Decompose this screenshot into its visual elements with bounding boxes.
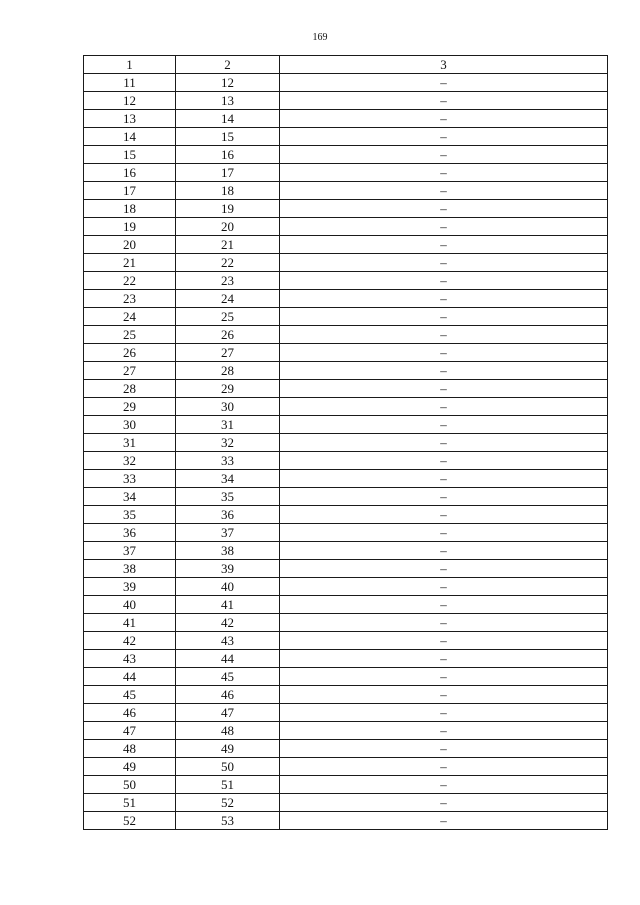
table-cell-col-3: –	[280, 128, 608, 146]
table-row	[84, 542, 608, 560]
table-row	[84, 146, 608, 164]
table-cell-col-2: 34	[176, 470, 280, 488]
table-cell-col-1: 19	[84, 218, 176, 236]
table-cell-col-2: 21	[176, 236, 280, 254]
table-row	[84, 398, 608, 416]
table-cell-col-2: 50	[176, 758, 280, 776]
table-row	[84, 704, 608, 722]
table-cell-col-3: –	[280, 200, 608, 218]
table-cell-col-1: 35	[84, 506, 176, 524]
table-cell-col-1: 41	[84, 614, 176, 632]
table-cell-col-1: 52	[84, 812, 176, 830]
table-cell-col-2: 29	[176, 380, 280, 398]
table-cell-col-2: 19	[176, 200, 280, 218]
table-cell-col-2: 42	[176, 614, 280, 632]
table-row	[84, 326, 608, 344]
table-cell-col-3: –	[280, 650, 608, 668]
table-row	[84, 308, 608, 326]
table-cell-col-1: 11	[84, 74, 176, 92]
table-cell-col-3: –	[280, 686, 608, 704]
table-cell-col-1: 47	[84, 722, 176, 740]
table-cell-col-3: –	[280, 164, 608, 182]
table-cell-col-3: –	[280, 812, 608, 830]
table-cell-col-3: –	[280, 542, 608, 560]
table-row	[84, 128, 608, 146]
table-cell-col-3: –	[280, 524, 608, 542]
table-cell-col-3: –	[280, 74, 608, 92]
table-row	[84, 164, 608, 182]
table-row	[84, 272, 608, 290]
table-cell-col-1: 38	[84, 560, 176, 578]
table-cell-col-1: 51	[84, 794, 176, 812]
table-cell-col-3: –	[280, 452, 608, 470]
table-row	[84, 776, 608, 794]
table-cell-col-1: 31	[84, 434, 176, 452]
table-row	[84, 524, 608, 542]
table-cell-col-3: –	[280, 560, 608, 578]
table-cell-col-1: 12	[84, 92, 176, 110]
table-cell-col-2: 24	[176, 290, 280, 308]
table-row	[84, 506, 608, 524]
table-cell-col-3: –	[280, 92, 608, 110]
table-body	[84, 74, 608, 830]
table-row	[84, 722, 608, 740]
table-row	[84, 434, 608, 452]
table-cell-col-3: –	[280, 254, 608, 272]
table-cell-col-1: 15	[84, 146, 176, 164]
table-cell-col-1: 14	[84, 128, 176, 146]
table-cell-col-3: –	[280, 506, 608, 524]
table-cell-col-1: 44	[84, 668, 176, 686]
table-cell-col-1: 16	[84, 164, 176, 182]
table-cell-col-2: 14	[176, 110, 280, 128]
table-cell-col-2: 47	[176, 704, 280, 722]
table-cell-col-2: 20	[176, 218, 280, 236]
table-cell-col-1: 20	[84, 236, 176, 254]
table-cell-col-1: 42	[84, 632, 176, 650]
table-cell-col-3: –	[280, 236, 608, 254]
table-cell-col-3: –	[280, 632, 608, 650]
table-row	[84, 380, 608, 398]
table-row	[84, 668, 608, 686]
column-header-2: 2	[176, 56, 280, 74]
table-row	[84, 200, 608, 218]
table-cell-col-2: 17	[176, 164, 280, 182]
table-row	[84, 596, 608, 614]
table-cell-col-2: 53	[176, 812, 280, 830]
table-cell-col-3: –	[280, 614, 608, 632]
table-row	[84, 236, 608, 254]
table-cell-col-2: 41	[176, 596, 280, 614]
table-cell-col-3: –	[280, 146, 608, 164]
table-cell-col-2: 18	[176, 182, 280, 200]
table-cell-col-2: 25	[176, 308, 280, 326]
table-cell-col-1: 37	[84, 542, 176, 560]
table-cell-col-1: 34	[84, 488, 176, 506]
table-cell-col-2: 31	[176, 416, 280, 434]
table-cell-col-2: 15	[176, 128, 280, 146]
table-row	[84, 74, 608, 92]
table-cell-col-1: 43	[84, 650, 176, 668]
table-cell-col-3: –	[280, 722, 608, 740]
table-cell-col-3: –	[280, 794, 608, 812]
table-row	[84, 254, 608, 272]
table-row	[84, 416, 608, 434]
table-cell-col-3: –	[280, 182, 608, 200]
table-row	[84, 560, 608, 578]
table-cell-col-3: –	[280, 272, 608, 290]
table-cell-col-3: –	[280, 704, 608, 722]
column-header-3: 3	[280, 56, 608, 74]
table-cell-col-3: –	[280, 596, 608, 614]
table-row	[84, 488, 608, 506]
table-row	[84, 452, 608, 470]
table-row	[84, 110, 608, 128]
table-cell-col-1: 24	[84, 308, 176, 326]
table-row	[84, 650, 608, 668]
table-cell-col-1: 23	[84, 290, 176, 308]
data-table	[83, 55, 608, 830]
table-cell-col-2: 52	[176, 794, 280, 812]
table-cell-col-1: 46	[84, 704, 176, 722]
table-row	[84, 614, 608, 632]
table-row	[84, 182, 608, 200]
table-cell-col-3: –	[280, 362, 608, 380]
table-row	[84, 758, 608, 776]
table-row	[84, 578, 608, 596]
table-cell-col-2: 13	[176, 92, 280, 110]
table-cell-col-3: –	[280, 326, 608, 344]
table-cell-col-1: 18	[84, 200, 176, 218]
column-header-1: 1	[84, 56, 176, 74]
table-cell-col-2: 51	[176, 776, 280, 794]
table-cell-col-2: 35	[176, 488, 280, 506]
table-cell-col-2: 40	[176, 578, 280, 596]
table-cell-col-1: 27	[84, 362, 176, 380]
table-cell-col-2: 33	[176, 452, 280, 470]
table-cell-col-1: 36	[84, 524, 176, 542]
table-cell-col-2: 49	[176, 740, 280, 758]
table-cell-col-1: 28	[84, 380, 176, 398]
table-cell-col-2: 37	[176, 524, 280, 542]
table-cell-col-3: –	[280, 290, 608, 308]
table-row	[84, 794, 608, 812]
table-cell-col-2: 38	[176, 542, 280, 560]
table-cell-col-1: 49	[84, 758, 176, 776]
table-cell-col-1: 30	[84, 416, 176, 434]
page-number: 169	[312, 32, 328, 43]
table-cell-col-1: 48	[84, 740, 176, 758]
table-cell-col-3: –	[280, 470, 608, 488]
header-row	[84, 56, 608, 74]
table-cell-col-3: –	[280, 668, 608, 686]
table-row	[84, 290, 608, 308]
table-cell-col-3: –	[280, 380, 608, 398]
table-cell-col-3: –	[280, 758, 608, 776]
table-row	[84, 344, 608, 362]
table-row	[84, 470, 608, 488]
table-header	[84, 56, 608, 74]
table-cell-col-2: 44	[176, 650, 280, 668]
table-cell-col-2: 23	[176, 272, 280, 290]
table-cell-col-3: –	[280, 578, 608, 596]
table-row	[84, 740, 608, 758]
table-cell-col-1: 26	[84, 344, 176, 362]
table-cell-col-2: 27	[176, 344, 280, 362]
table-row	[84, 632, 608, 650]
table-cell-col-3: –	[280, 740, 608, 758]
table-cell-col-3: –	[280, 344, 608, 362]
table-cell-col-2: 36	[176, 506, 280, 524]
table-cell-col-3: –	[280, 110, 608, 128]
table-cell-col-2: 48	[176, 722, 280, 740]
table-cell-col-1: 25	[84, 326, 176, 344]
table-cell-col-1: 33	[84, 470, 176, 488]
table-cell-col-3: –	[280, 218, 608, 236]
table-cell-col-2: 32	[176, 434, 280, 452]
table-row	[84, 362, 608, 380]
table-cell-col-3: –	[280, 398, 608, 416]
table-cell-col-1: 13	[84, 110, 176, 128]
table-cell-col-1: 17	[84, 182, 176, 200]
table-cell-col-1: 39	[84, 578, 176, 596]
table-cell-col-2: 39	[176, 560, 280, 578]
table-row	[84, 812, 608, 830]
table-cell-col-3: –	[280, 416, 608, 434]
table-cell-col-1: 22	[84, 272, 176, 290]
table-cell-col-1: 50	[84, 776, 176, 794]
table-cell-col-2: 22	[176, 254, 280, 272]
table-cell-col-3: –	[280, 434, 608, 452]
table-cell-col-2: 26	[176, 326, 280, 344]
table-cell-col-3: –	[280, 776, 608, 794]
table-cell-col-1: 45	[84, 686, 176, 704]
table-cell-col-1: 40	[84, 596, 176, 614]
table-cell-col-2: 30	[176, 398, 280, 416]
table-cell-col-2: 46	[176, 686, 280, 704]
table-row	[84, 92, 608, 110]
table-cell-col-1: 32	[84, 452, 176, 470]
table-cell-col-2: 28	[176, 362, 280, 380]
table-row	[84, 218, 608, 236]
table-cell-col-2: 16	[176, 146, 280, 164]
table-cell-col-3: –	[280, 488, 608, 506]
table-cell-col-3: –	[280, 308, 608, 326]
table-row	[84, 686, 608, 704]
table-cell-col-2: 12	[176, 74, 280, 92]
table-cell-col-2: 45	[176, 668, 280, 686]
table-cell-col-1: 29	[84, 398, 176, 416]
table-cell-col-1: 21	[84, 254, 176, 272]
table-cell-col-2: 43	[176, 632, 280, 650]
